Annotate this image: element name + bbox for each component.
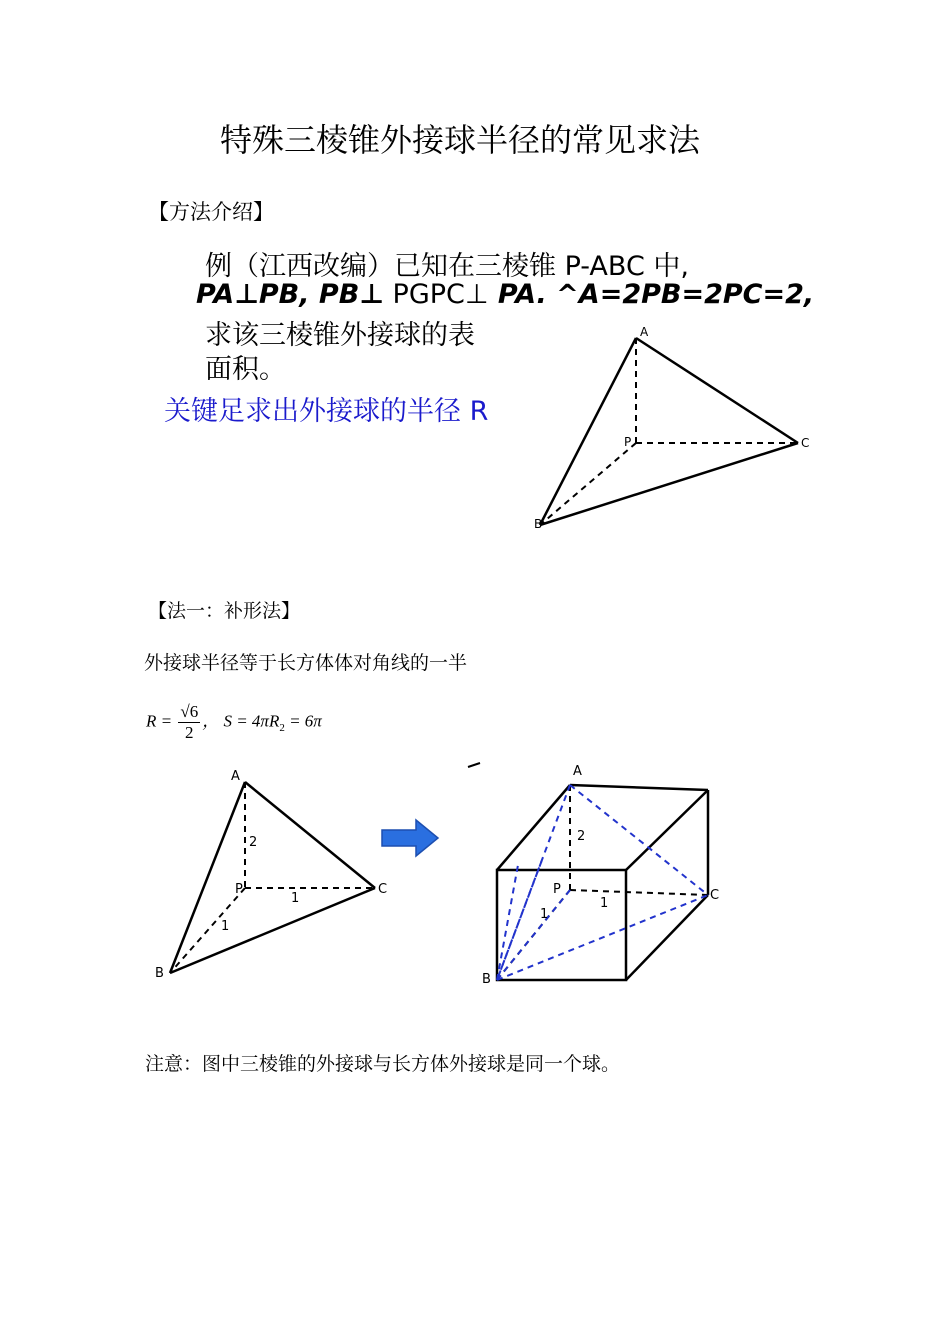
label-a: A <box>231 769 240 784</box>
edge-pb-length: 1 <box>540 907 549 922</box>
label-c: C <box>378 882 388 897</box>
edge-pb-length: 1 <box>221 919 230 934</box>
example-line-2-part-b: PGPC⊥ <box>383 279 489 310</box>
label-a: A <box>573 764 582 779</box>
label-p: P <box>235 882 243 897</box>
label-c: C <box>801 436 810 450</box>
label-b: B <box>482 972 491 987</box>
edge-pc-length: 1 <box>291 891 300 906</box>
formula-exponent: 2 <box>279 721 285 734</box>
label-p: P <box>624 435 632 449</box>
label-p: P <box>553 882 561 897</box>
formula-denominator: 2 <box>185 723 194 742</box>
example-line-3: 求该三棱锥外接球的表 <box>205 320 475 351</box>
formula-r-label: R = <box>146 711 173 731</box>
method-one-description: 外接球半径等于长方体体对角线的一半 <box>144 652 468 674</box>
label-b: B <box>534 517 543 531</box>
tetrahedron-figure <box>145 760 405 985</box>
example-line-1: 例（江西改编）已知在三棱锥 P-ABC 中, <box>205 251 689 282</box>
formula-numerator: √6 <box>180 702 199 721</box>
edge-pc-length: 1 <box>600 896 609 911</box>
label-c: C <box>710 888 720 903</box>
radius-formula <box>146 702 322 743</box>
label-b: B <box>155 966 164 981</box>
label-a: A <box>640 325 649 339</box>
example-line-2-part-a: PA⊥PB, PB⊥ <box>196 279 384 310</box>
example-line-2-part-c: PA. ^A=2PB=2PC=2, <box>488 279 815 310</box>
example-line-4: 面积。 <box>205 354 286 385</box>
formula-fraction <box>178 702 200 743</box>
arrow-icon <box>380 818 442 858</box>
edge-pa-length: 2 <box>577 829 586 844</box>
example-line-2 <box>196 279 814 310</box>
example-tetrahedron-figure <box>520 320 820 540</box>
formula-s-part: ， S = 4πR <box>202 711 280 731</box>
method-intro-heading: 【方法介绍】 <box>148 200 274 224</box>
formula-result: = 6π <box>284 711 322 731</box>
page-title: 特殊三棱锥外接球半径的常见求法 <box>219 121 700 159</box>
key-point: 关键足求出外接球的半径 R <box>164 396 489 427</box>
note-text: 注意：图中三棱锥的外接球与长方体外接球是同一个球。 <box>145 1053 621 1075</box>
method-one-heading: 【法一：补形法】 <box>148 600 301 622</box>
cuboid-figure <box>460 755 730 990</box>
edge-pa-length: 2 <box>249 835 258 850</box>
